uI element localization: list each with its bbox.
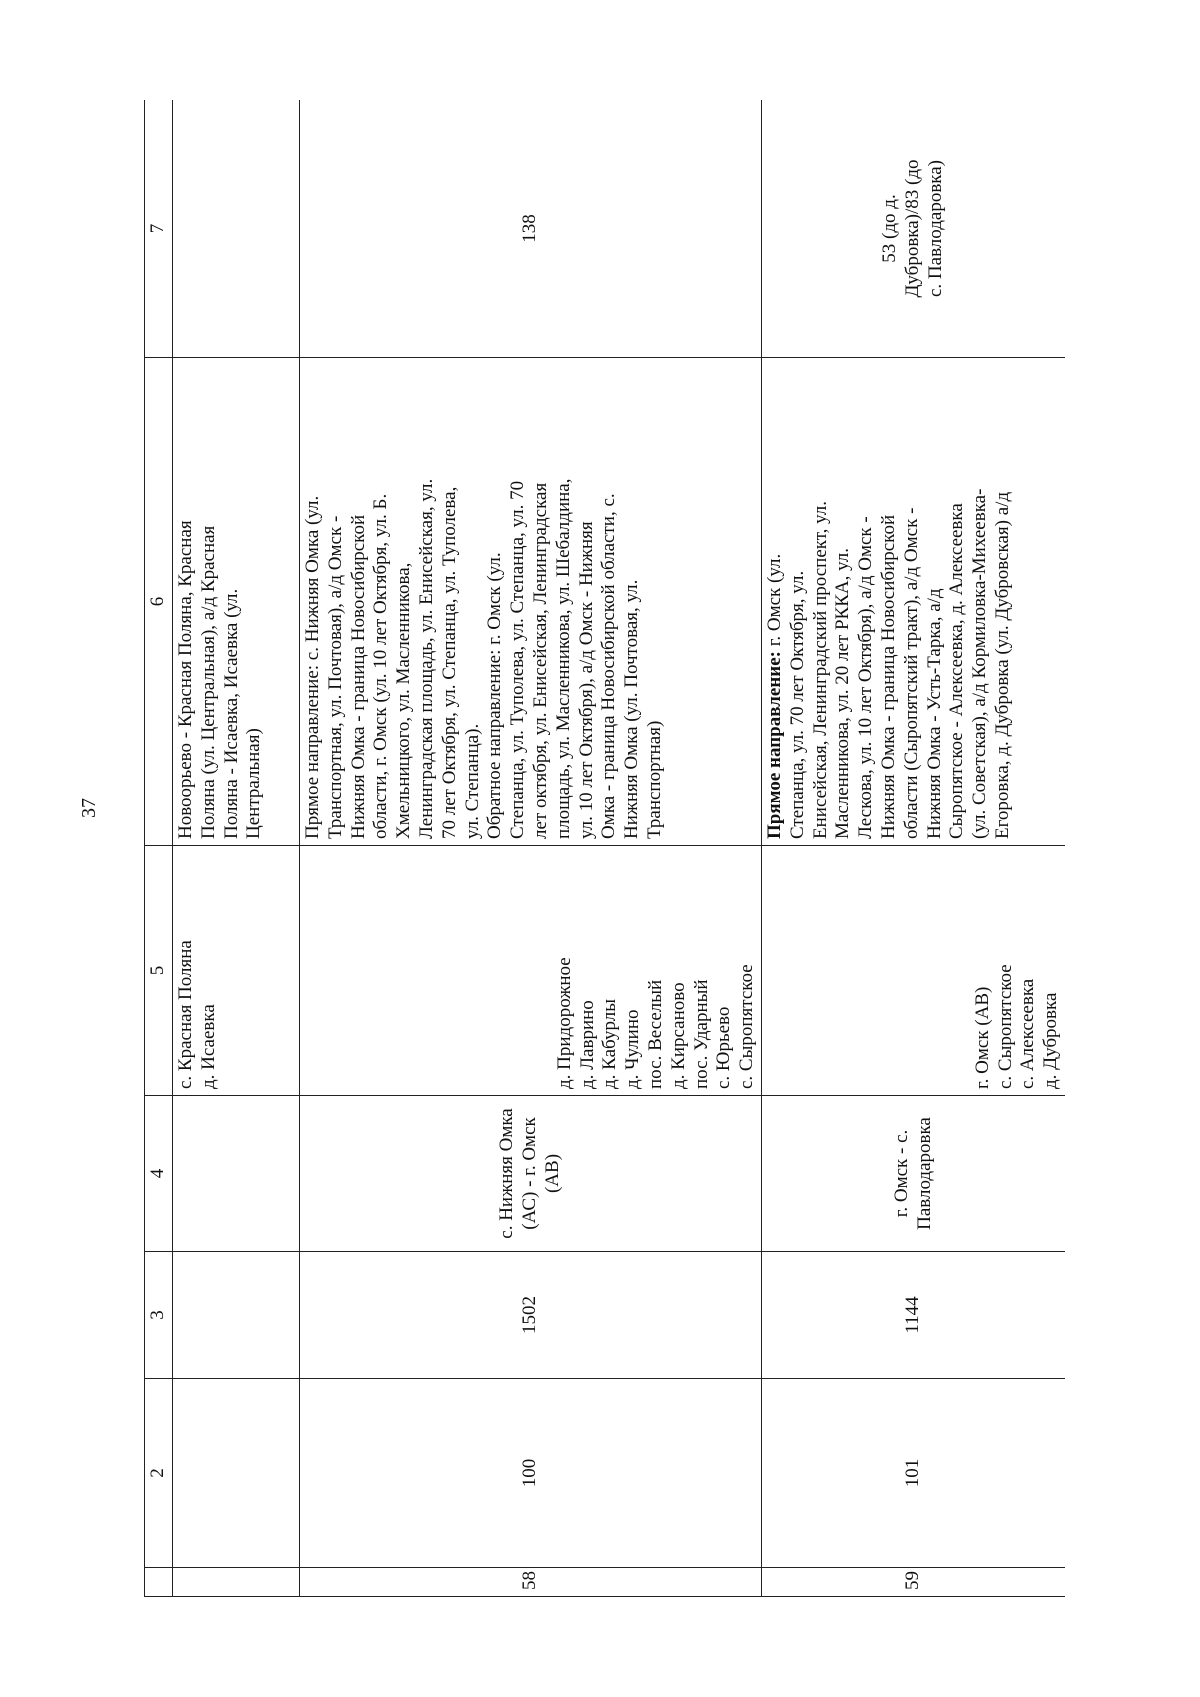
path-line: Транспортная, ул. Почтовая), а/д Омск - [324, 515, 346, 839]
path-line: Енисейская, Ленинградский проспект, ул. [809, 500, 831, 839]
stop-item: г. Омск (АВ) [971, 986, 993, 1089]
path-line: Обратное направление: г. Омск (ул. [484, 552, 506, 839]
stop-item: с. Алексеевка [1017, 978, 1039, 1089]
path-line: Сыропятское - Алексеевка, д. Алексеевка [946, 503, 968, 839]
stop-item: пос. Веселый [645, 979, 667, 1089]
path-line: Нижняя Омка - граница Новосибирской [347, 514, 369, 839]
path-line: Егоровка, д. Дубровка (ул. Дубровская) а/д [991, 491, 1013, 839]
stop-item: с. Красная Поляна [175, 940, 196, 1089]
route-extent-line: 53 (до д. [879, 194, 901, 263]
stop-item: д. Чулино [622, 1009, 644, 1089]
route-extent-line: с. Павлодаровка) [924, 159, 946, 298]
route-extent-line: Дубровка)/83 (до [902, 159, 924, 298]
stop-item: с. Сыропятское [994, 964, 1016, 1089]
route-length-cell: 1144 [762, 1252, 1066, 1379]
rotated-table-wrapper [144, 100, 1065, 1597]
route-length-cell [173, 1252, 300, 1379]
route-name-cell [300, 1096, 762, 1252]
path-line [764, 364, 787, 839]
path-line: (ул. Советская), а/д Кормиловка-Михеевка- [969, 488, 991, 839]
path-line: Масленникова, ул. 20 лет РККА, ул. [832, 548, 854, 839]
route-extent-cell [762, 100, 1066, 358]
path-line-text: г. Омск (ул. [764, 553, 785, 652]
header-col-2: 2 [145, 1379, 173, 1568]
path-line: Нижняя Омка (ул. Почтовая, ул. [621, 579, 643, 839]
header-col-1 [145, 1568, 173, 1597]
registration-number-cell: 101 [762, 1379, 1066, 1568]
stop-item: пос. Ударный [690, 979, 712, 1089]
header-col-7: 7 [145, 100, 173, 358]
rotated-page-content [144, 100, 1065, 1597]
registration-number-cell [173, 1379, 300, 1568]
header-col-3: 3 [145, 1252, 173, 1379]
path-line: области (Сыропятский тракт), а/д Омск - [900, 507, 922, 839]
page-number: 37 [78, 798, 100, 818]
header-col-6: 6 [145, 358, 173, 846]
route-extent-cell [173, 100, 300, 358]
route-name-line: (АВ) [541, 1153, 563, 1194]
route-number-cell [173, 1568, 300, 1597]
path-line: Омка - граница Новосибирской области, с. [598, 493, 620, 839]
table-row [762, 100, 1066, 1597]
path-line: ул. Степанца). [461, 723, 483, 839]
header-col-5: 5 [145, 846, 173, 1096]
path-line: Центральная) [243, 728, 265, 839]
table-row [173, 100, 300, 1597]
route-name-cell [173, 1096, 300, 1252]
route-name-line: (АС) - г. Омск [519, 1117, 541, 1230]
path-line: Степанца, ул. 70 лет Октября, ул. [786, 570, 808, 839]
stops-cell [762, 846, 1066, 1096]
registration-number-cell: 100 [300, 1379, 762, 1568]
routes-table [144, 100, 1065, 1597]
route-path-cell [300, 358, 762, 846]
path-line: площадь, ул. Масленникова, ул. Шебалдина, [552, 478, 574, 839]
path-line: лет октября, ул. Енисейская, Ленинградская [529, 482, 551, 839]
stop-item: д. Исаевка [197, 1004, 219, 1089]
stops-cell [300, 846, 762, 1096]
path-line: Лескова, ул. 10 лет Октября), а/д Омск - [855, 516, 877, 839]
path-direction-label: Прямое направление: [764, 651, 785, 839]
route-length-cell: 1502 [300, 1252, 762, 1379]
route-number-cell: 58 [300, 1568, 762, 1597]
stop-item: д. Кабурлы [599, 999, 621, 1089]
stop-item: д. Кирсаново [667, 982, 689, 1089]
route-number-cell: 59 [762, 1568, 1066, 1597]
route-name-cell [762, 1096, 1066, 1252]
route-extent-cell [300, 100, 762, 358]
path-line: Поляна (ул. Центральная), а/д Красная [197, 525, 219, 839]
path-line: 70 лет Октября, ул. Степанца, ул. Туполева, [438, 486, 460, 839]
path-line: Новоорьево - Красная Поляна, Красная [175, 520, 196, 839]
route-name-line: Павлодаровка [913, 1117, 935, 1230]
stop-item: д. Придорожное [553, 957, 575, 1089]
path-line: области, г. Омск (ул. 10 лет Октября, ул. Б. [370, 493, 392, 839]
table-row [300, 100, 762, 1597]
route-name-line: с. Нижняя Омка [496, 1108, 518, 1239]
route-path-cell [173, 358, 300, 846]
header-col-4: 4 [145, 1096, 173, 1252]
stop-item: с. Сыропятское [736, 964, 758, 1089]
path-line: Нижняя Омка - Усть-Тарка, а/д [923, 588, 945, 839]
path-line: Хмельницкого, ул. Масленникова, [393, 562, 415, 839]
path-line: Транспортная) [643, 720, 665, 839]
path-line: Степанца, ул. Туполева, ул. Степанца, ул. 70 [507, 480, 529, 839]
table-header-row [145, 100, 173, 1597]
stop-item: с. Юрьево [713, 1006, 735, 1089]
stop-item: д. Лаврино [576, 1000, 598, 1089]
path-line: Прямое направление: с. Нижняя Омка (ул. [302, 495, 323, 839]
path-line: Поляна - Исаевка, Исаевка (ул. [220, 588, 242, 839]
route-path-cell [762, 358, 1066, 846]
path-line: Ленинградская площадь, ул. Енисейская, ул. [415, 478, 437, 839]
stop-item: д. Дубровка [1040, 992, 1062, 1089]
path-line: ул. 10 лет Октября), а/д Омск - Нижняя [575, 521, 597, 839]
route-name-line: г. Омск - с. [890, 1129, 912, 1218]
route-extent-line: 138 [519, 214, 541, 243]
path-line: Нижняя Омка - граница Новосибирской [877, 514, 899, 839]
stops-cell [173, 846, 300, 1096]
